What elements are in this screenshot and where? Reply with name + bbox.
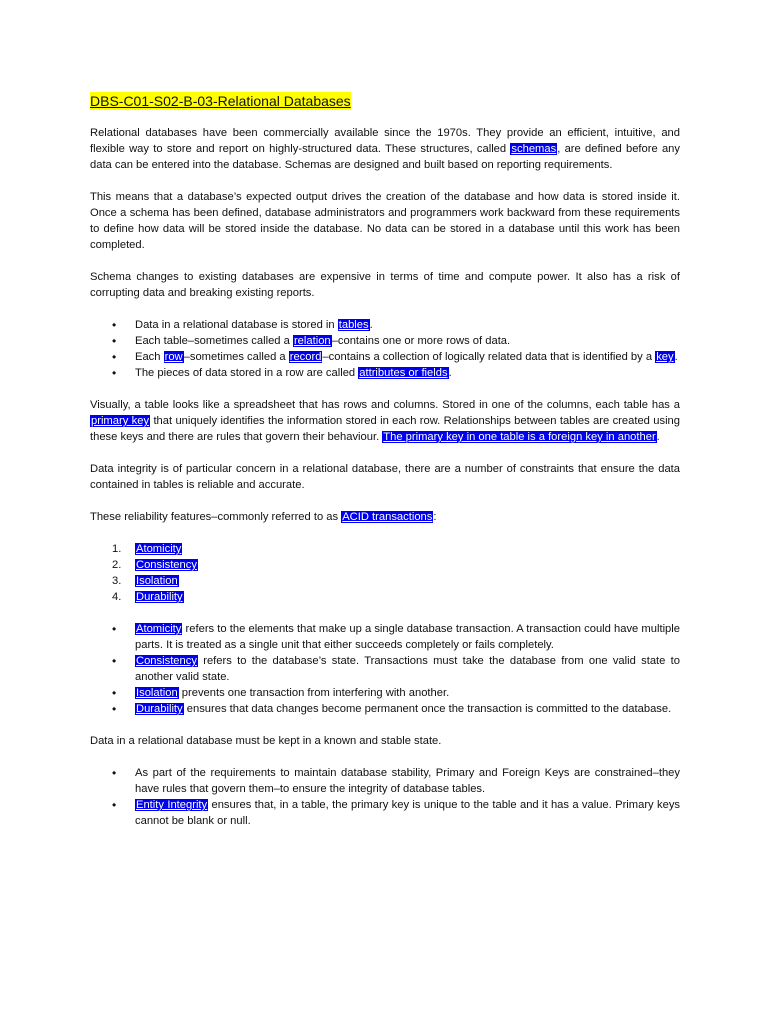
paragraph-stable-state: Data in a relational database must be kept in a known and stable state. <box>90 735 442 747</box>
link-atomicity[interactable]: Atomicity <box>136 543 182 555</box>
link-foreign-key[interactable]: The primary key in one table is a foreign key in another <box>383 431 656 443</box>
link-isolation[interactable]: Isolation <box>136 575 178 587</box>
link-acid-transactions[interactable]: ACID transactions <box>342 511 433 523</box>
link-consistency[interactable]: Consistency <box>136 559 197 571</box>
text: Relational databases have been commercially available since the 1970s. They provide an efficient, intuitive, and flexible way to store and report on highly-structured data. These structures, called <box>90 127 680 155</box>
list-item <box>135 621 680 653</box>
link-isolation-desc[interactable]: Isolation <box>136 687 178 699</box>
text: Visually, a table looks like a spreadsheet that has rows and columns. Stored in one of the columns, each table has a <box>90 399 680 411</box>
link-record[interactable]: record <box>289 351 322 363</box>
list-item <box>135 349 680 365</box>
link-durability-desc[interactable]: Durability <box>136 703 183 715</box>
bullet-list-tables <box>90 317 680 381</box>
text: . <box>369 319 373 331</box>
text: Each <box>135 351 164 363</box>
link-key[interactable]: key <box>656 351 674 363</box>
text: Each table–sometimes called a <box>135 335 293 347</box>
list-number: 4. <box>112 591 122 603</box>
link-entity-integrity[interactable]: Entity Integrity <box>136 799 208 811</box>
link-row[interactable]: row <box>164 351 183 363</box>
paragraph-intro <box>90 125 680 173</box>
document-title: DBS-C01-S02-B-03-Relational Databases <box>90 93 351 109</box>
text: . <box>448 367 452 379</box>
paragraph-expected-output: This means that a database’s expected output drives the creation of the database and how data is stored inside it. Once a schema has been defined, database administrators and programmers work backward from these requirements to define how data will be stored inside the database. No data can be stored in a database until this work has been completed. <box>90 191 680 251</box>
text: prevents one transaction from interfering with another. <box>178 687 450 699</box>
list-number: 2. <box>112 559 122 571</box>
link-attributes-or-fields[interactable]: attributes or fields <box>359 367 448 379</box>
link-consistency-desc[interactable]: Consistency <box>136 655 197 667</box>
acid-description-list <box>90 621 680 717</box>
list-item <box>135 797 680 829</box>
list-item <box>112 589 680 605</box>
acid-numbered-list <box>90 541 680 605</box>
link-durability[interactable]: Durability <box>136 591 183 603</box>
list-item <box>135 333 680 349</box>
list-item <box>135 365 680 381</box>
list-number: 1. <box>112 543 122 555</box>
text: –contains a collection of logically related data that is identified by a <box>322 351 656 363</box>
link-tables[interactable]: tables <box>338 319 369 331</box>
list-item: • As part of the requirements to maintain database stability, Primary and Foreign Keys are constrained–they have rules that govern them–to ensure the integrity of database tables. <box>135 765 680 797</box>
link-schemas[interactable]: schemas <box>511 143 557 155</box>
text: . <box>674 351 678 363</box>
bullet-list-keys <box>90 765 680 829</box>
text: ensures that data changes become permanent once the transaction is committed to the database. <box>183 703 672 715</box>
text: : <box>433 511 437 523</box>
text: The pieces of data stored in a row are called <box>135 367 359 379</box>
list-item <box>112 541 680 557</box>
list-item <box>135 317 680 333</box>
list-item <box>112 573 680 589</box>
link-atomicity-desc[interactable]: Atomicity <box>136 623 182 635</box>
text: that uniquely identifies the information stored in each row. Relationships between tables are created using these keys and there are rules that govern their behaviour. <box>90 415 681 443</box>
link-primary-key[interactable]: primary key <box>91 415 150 427</box>
paragraph-reliability <box>90 509 680 525</box>
link-relation[interactable]: relation <box>293 335 331 347</box>
paragraph-data-integrity: Data integrity is of particular concern in a relational database, there are a number of constraints that ensure the data contained in tables is reliable and accurate. <box>90 463 680 491</box>
text: ensures that, in a table, the primary key is unique to the table and it has a value. Primary keys cannot be blank or null. <box>135 799 681 827</box>
list-item <box>112 557 680 573</box>
text: –contains one or more rows of data. <box>331 335 511 347</box>
paragraph-schema-changes: Schema changes to existing databases are expensive in terms of time and compute power. It also has a risk of corrupting data and breaking existing reports. <box>90 271 680 299</box>
text: refers to the elements that make up a single database transaction. A transaction could have multiple parts. It is treated as a single unit that either succeeds completely or fails completely. <box>135 623 680 651</box>
list-item <box>135 685 680 701</box>
text: . <box>656 431 660 443</box>
list-item <box>135 653 680 685</box>
text: These reliability features–commonly referred to as <box>90 511 342 523</box>
text: Data in a relational database is stored in <box>135 319 338 331</box>
list-number: 3. <box>112 575 122 587</box>
text: refers to the database’s state. Transactions must take the database from one valid state to another valid state. <box>135 655 680 683</box>
paragraph-visual-table <box>90 397 680 445</box>
text: , are defined before any data can be entered into the database. Schemas are designed and built based on reporting requirements. <box>90 143 680 171</box>
list-item <box>135 701 680 717</box>
text: –sometimes called a <box>183 351 289 363</box>
